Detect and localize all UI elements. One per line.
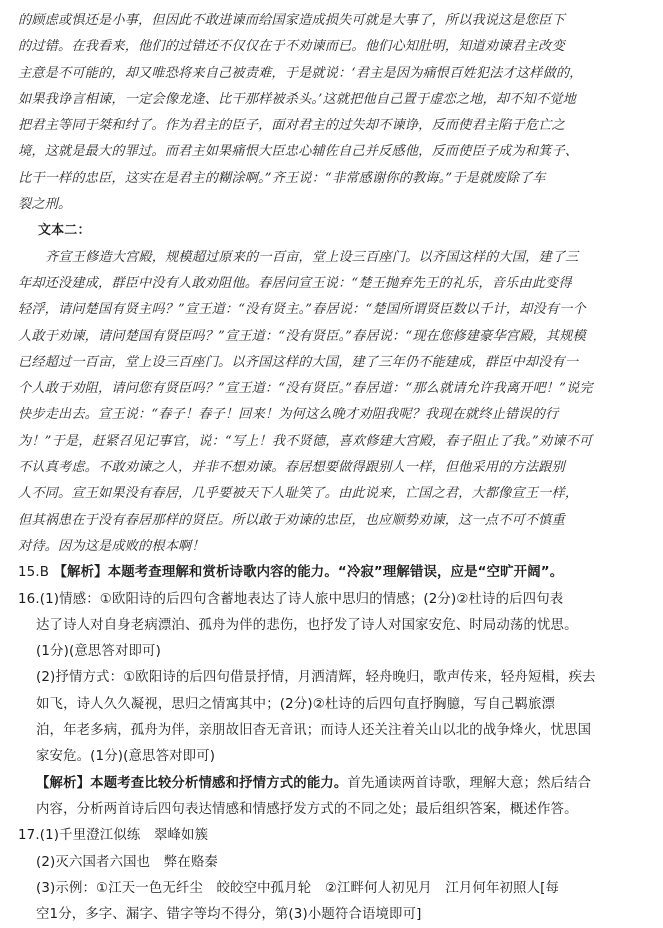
q16-analysis-bold: 本题考查比较分析情感和抒情方式的能力。 xyxy=(90,775,348,791)
text2-line: 年却还没建成，群臣中没有人敢劝阻他。春居问宣王说：“楚王抛弃先王的礼乐，音乐由此变得 xyxy=(18,275,572,291)
q17-line: (3)示例：①江天一色无纤尘 皎皎空中孤月轮 ②江畔何人初见月 江月何年初照人[每 xyxy=(36,880,560,896)
q16-line: 泊，年老多病，孤舟为伴，亲朋故旧杳无音讯；而诗人还关注着关山以北的战争烽火，忧思国 xyxy=(36,723,592,739)
q17-line: 17.(1)千里澄江似练 翠峰如簇 xyxy=(18,828,209,844)
q16-line: 如飞，诗人久久凝视，思归之情寓其中；(2分)②杜诗的后四句直抒胸臆，写自己羁旅漂 xyxy=(36,696,556,712)
text1-line: 主意是不可能的，却又唯恐将来自己被责难，于是就说：‘君主是因为痛恨百姓犯法才这样做的， xyxy=(18,65,583,81)
text1-line: 比干一样的忠臣，这实在是君主的糊涂啊。”齐王说：“非常感谢你的教诲。”于是就废除了车 xyxy=(18,170,546,186)
text2-heading: 文本二： xyxy=(38,223,91,239)
q16-line: (2)抒情方式：①欧阳诗的后四句借景抒情，月洒清辉，轻舟晚归，歌声传来，轻舟短楫，疾去 xyxy=(36,670,596,686)
text1-line: 裂之刑。 xyxy=(18,197,72,213)
text2-line: 轻浮，请问楚国有贤主吗？”宣王道：“没有贤主。”春居说：“楚国所谓贤臣数以千计，却没有一个 xyxy=(18,302,586,318)
text2-line: 人敢于劝谏，请问楚国有贤臣吗？”宣王道：“没有贤臣。”春居说：“现在您修建豪华宫殿，其规模 xyxy=(18,328,586,344)
text2-line: 但其祸患在于没有春居那样的贤臣。所以敢于劝谏的忠臣，也应顺势劝谏，这一点不可不慎重 xyxy=(18,512,565,528)
text2-line: 快步走出去。宣王说：“春子！春子！回来！为何这么晚才劝阻我呢？我现在就终止错误的行 xyxy=(18,407,559,423)
text1-line: 把君主等同于桀和纣了。作为君主的臣子，面对君主的过失却不谏诤，反而使君主陷于危亡之 xyxy=(18,118,565,134)
q17-line: 空1分，多字、漏字、错字等均不得分，第(3)小题符合语境即可] xyxy=(36,907,422,923)
q15-analysis-text: 本题考查理解和赏析诗歌内容的能力。“冷寂”理解错误，应是“空旷开阔”。 xyxy=(107,565,564,581)
text2-line: 对待。因为这是成败的根本啊！ xyxy=(18,538,205,554)
q16-line: (1分)(意思答对即可) xyxy=(36,644,161,660)
text1-line: 的过错。在我看来，他们的过错还不仅仅在于不劝谏而已。他们心知肚明，知道劝谏君主改变 xyxy=(18,39,565,55)
text1-line: 如果我诤言相谏，一定会像龙逄、比干那样被杀头。’这就把他自己置于虚恋之地，却不知不觉地 xyxy=(18,91,576,107)
q15-analysis-tag: 【解析】 xyxy=(53,565,108,581)
q16-line: 16.(1)情感：①欧阳诗的后四句含蓄地表达了诗人旅中思归的情感；(2分)②杜诗的后四句表 xyxy=(18,591,564,607)
q15-line xyxy=(18,560,649,586)
text2-line: 为！”于是，赶紧召见记事官，说：“写上！我不贤德，喜欢修建大宫殿，春子阻止了我。”劝谏不可 xyxy=(18,433,593,449)
q16-analysis-line2: 内容，分析两首诗后四句表达情感和情感抒发方式的不同之处；最后组织答案，概述作答。 xyxy=(36,801,578,817)
q16-analysis-text: 首先通读两首诗歌，理解大意；然后结合 xyxy=(347,775,592,791)
q16-analysis-tag: 【解析】 xyxy=(36,775,91,791)
q17-line: (2)灭六国者六国也 弊在赂秦 xyxy=(36,854,218,870)
q16-line: 达了诗人对自身老病漂泊、孤舟为伴的悲伤，也抒发了诗人对国家安危、时局动荡的忧思。 xyxy=(36,617,578,633)
q16-line: 家安危。(1分)(意思答对即可) xyxy=(36,749,216,765)
text2-line: 已经超过一百亩，堂上设三百座门。以齐国这样的大国，建了三年仍不能建成，群臣中却没有一 xyxy=(18,354,579,370)
text1-line: 境，这就是最大的罪过。而君主如果痛恨大臣忠心辅佐自己并反感他，反而使臣子成为和箕子、 xyxy=(18,144,579,160)
q15-label: 15.B xyxy=(18,565,50,581)
text2-line: 不认真考虑。不敢劝谏之人，并非不想劝谏。春居想要做得跟别人一样，但他采用的方法跟别 xyxy=(18,460,565,476)
text2-line: 人不同。宣王如果没有春居，几乎要被天下人耻笑了。由此说来，亡国之君，大都像宣王一样， xyxy=(18,486,579,502)
q16-analysis-line xyxy=(18,771,649,797)
text1-line: 的顾虑或惧还是小事，但因此不敢进谏而给国家造成损失可就是大事了，所以我说这是您臣下 xyxy=(18,13,565,28)
text2-line: 齐宣王修造大宫殿，规模超过原来的一百亩，堂上设三百座门。以齐国这样的大国，建了三 xyxy=(45,249,579,265)
text2-line: 个人敢于劝阻，请问您有贤臣吗？”宣王道：“没有贤臣。”春居道：“那么就请允许我离开吧！”说完 xyxy=(18,381,593,397)
